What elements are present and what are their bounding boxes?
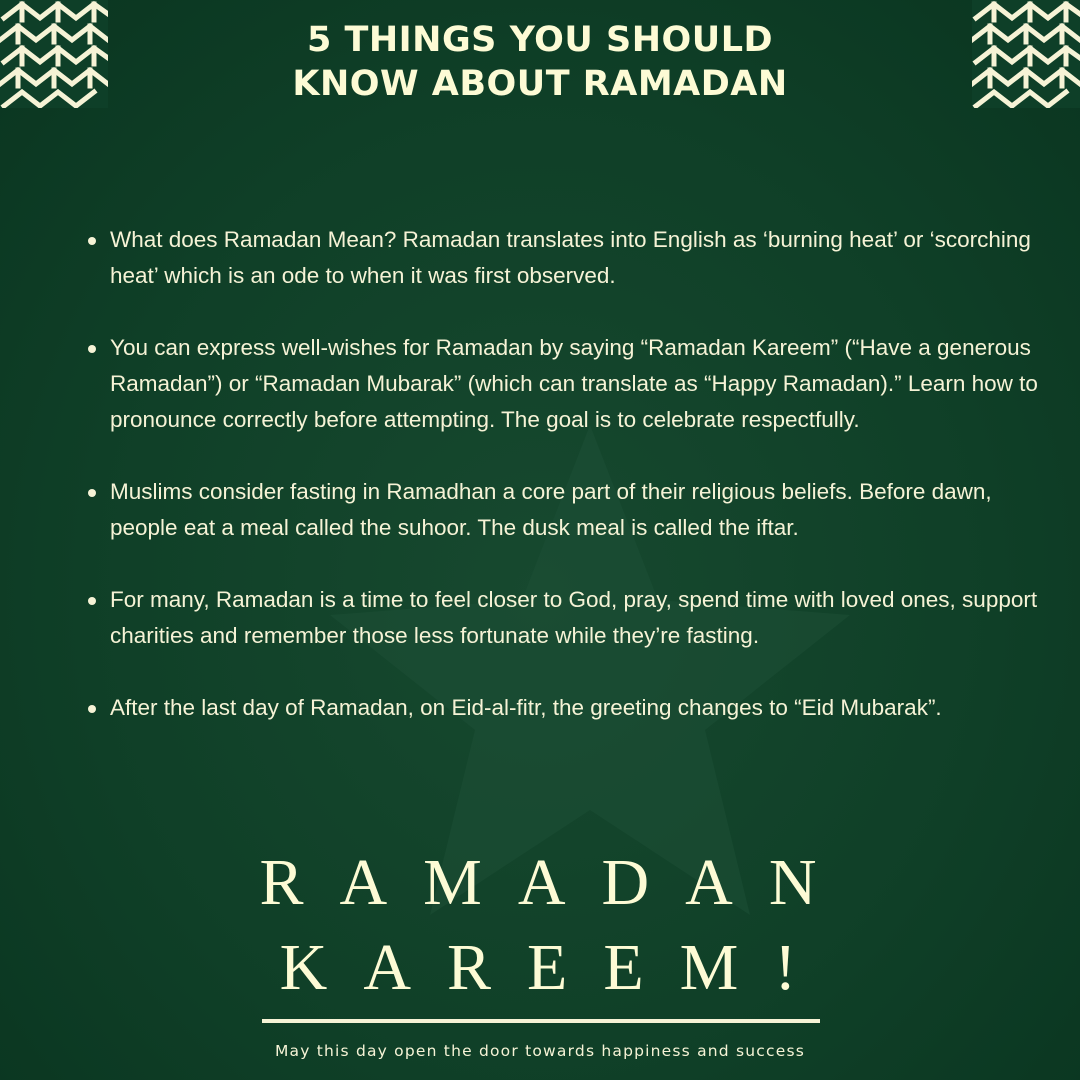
- fact-item: You can express well-wishes for Ramadan by saying “Ramadan Kareem” (“Have a generous Ramadan”) or “Ramadan Mubarak” (which can translate as “Happy Ramadan).” Learn how to pronounce correctly before attempting. The goal is to celebrate respectfully.: [86, 330, 1041, 438]
- greeting-line-1: RAMADAN: [259, 846, 853, 919]
- greeting-line-2: KAREEM!: [279, 931, 833, 1004]
- fact-item: Muslims consider fasting in Ramadhan a core part of their religious beliefs. Before dawn, people eat a meal called the suhoor. The dusk meal is called the iftar.: [86, 474, 1041, 546]
- title-line-1: 5 THINGS YOU SHOULD: [306, 20, 774, 60]
- divider: [262, 1019, 820, 1023]
- page-title: [0, 18, 1080, 106]
- fact-item: What does Ramadan Mean? Ramadan translates into English as ‘burning heat’ or ‘scorching heat’ which is an ode to when it was first observed.: [86, 222, 1041, 294]
- fact-item: After the last day of Ramadan, on Eid-al-fitr, the greeting changes to “Eid Mubarak”.: [86, 690, 1041, 726]
- facts-list: [86, 222, 1041, 762]
- fact-item: For many, Ramadan is a time to feel closer to God, pray, spend time with loved ones, support charities and remember those less fortunate while they’re fasting.: [86, 582, 1041, 654]
- subtitle: May this day open the door towards happiness and success: [274, 1042, 806, 1060]
- title-line-2: KNOW ABOUT RAMADAN: [292, 64, 788, 104]
